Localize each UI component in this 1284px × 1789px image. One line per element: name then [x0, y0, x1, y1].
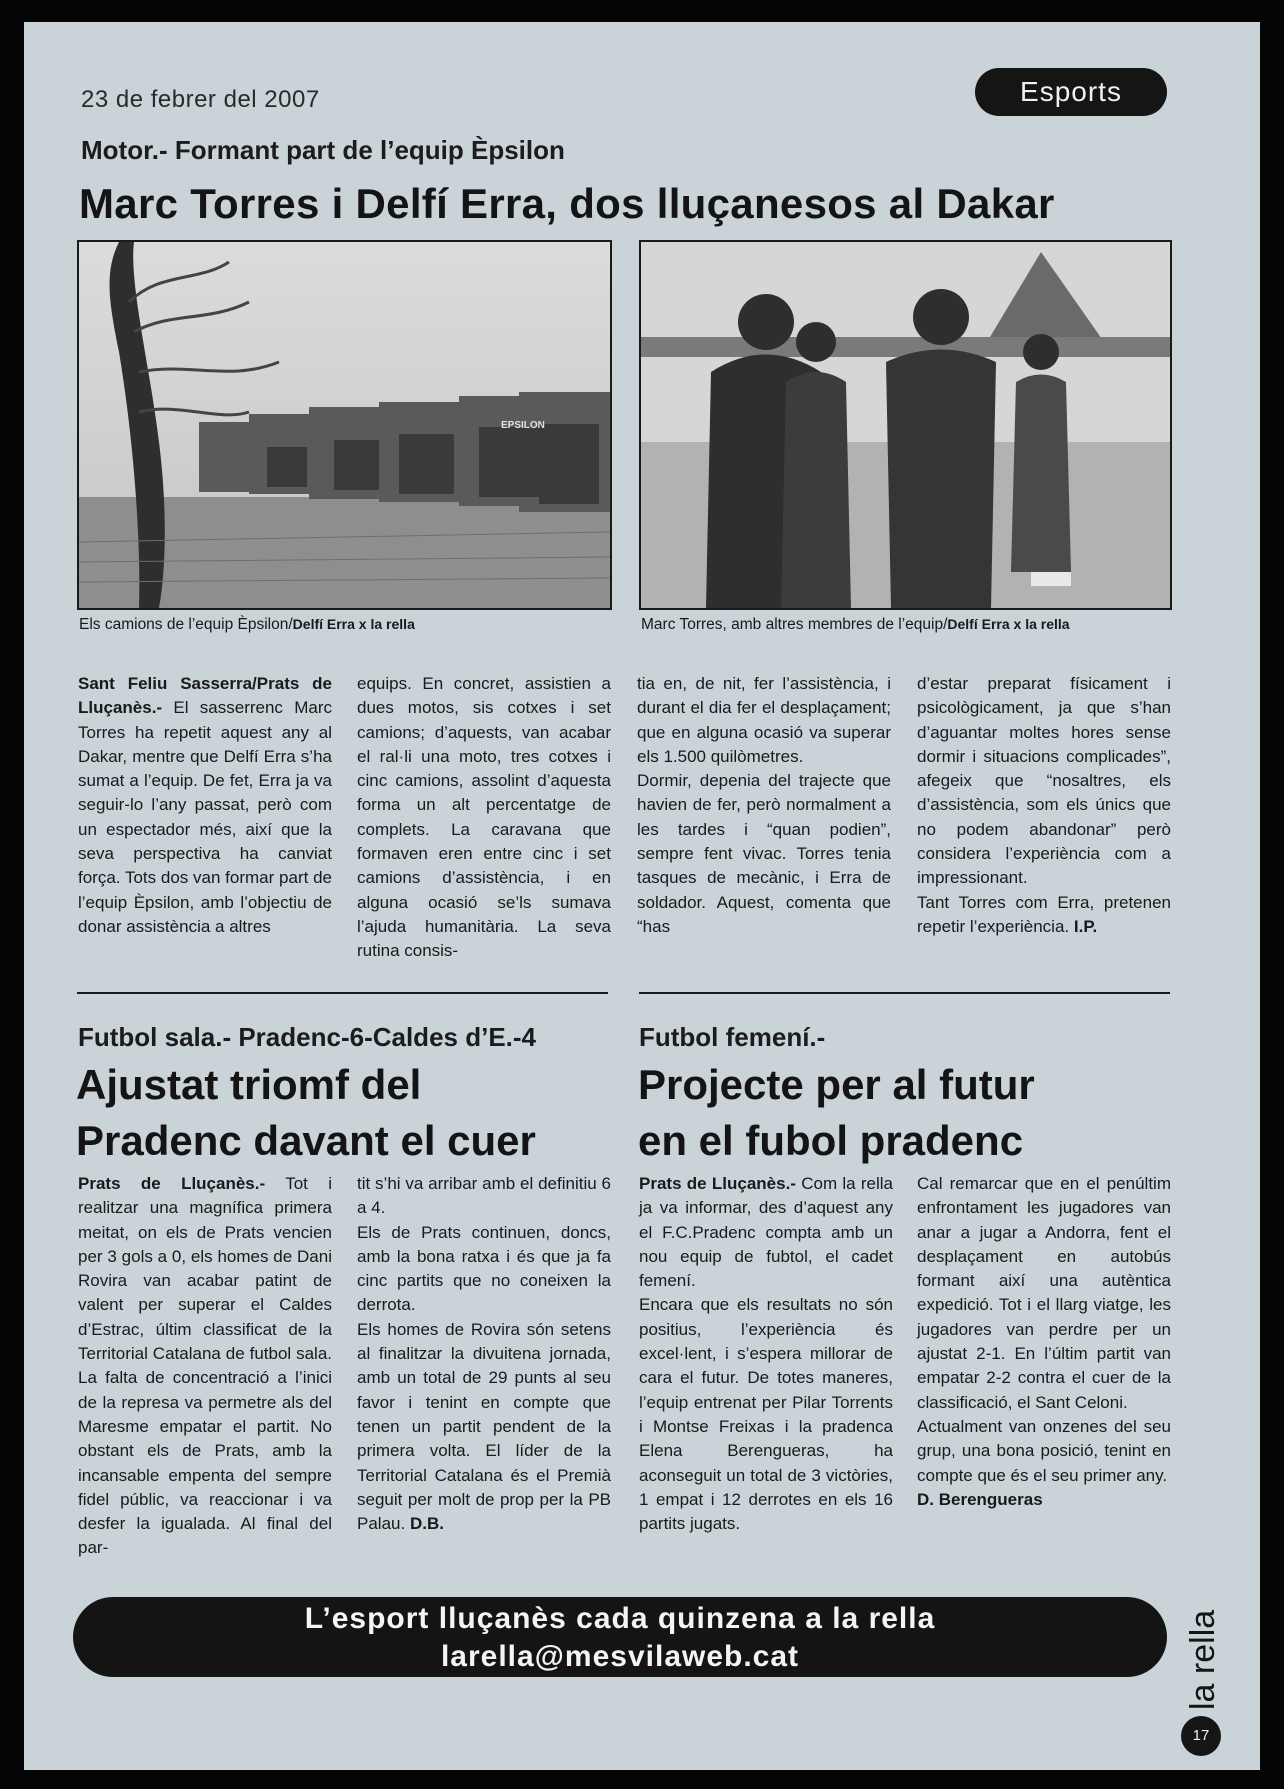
article1-column-1: Sant Feliu Sasserra/Prats de Lluçanès.- El sasserrenc Marc Torres ha repetit aquest any al Dakar, mentre que Delfí Erra s’ha sumat a l’equip. De fet, Erra ja va seguir-lo l’any passat, però com un espectador més, així que la seva perspectiva ha canviat força. Tots dos van formar part de l’equip Èpsilon, amb l’objectiu de donar assistència a altres [78, 674, 332, 936]
banner-email[interactable]: larella@mesvilaweb.cat [440, 1640, 800, 1673]
article2-headline: Ajustat triomf del Pradenc davant el cuer [76, 1061, 536, 1164]
photo2-caption: Marc Torres, amb altres membres de l’equip/Delfí Erra x la rella [641, 616, 1070, 633]
section-badge: Esports [975, 68, 1167, 116]
article1-kicker: Motor.- Formant part de l’equip Èpsilon [81, 135, 565, 165]
article3-headline: Projecte per al futur en el fubol pradenc [638, 1061, 1035, 1164]
issue-date: 23 de febrer del 2007 [81, 86, 320, 113]
article2-column-2: tit s’hi va arribar amb el definitiu 6 a 4. Els de Prats continuen, doncs, amb la bona ratxa i és que ja fa cinc partits que no coneixen la derrota. Els homes de Rovira són setens al finalitzar la divuitena jornada, amb un total de 29 punts al seu favor i tenint en compte que tenen un partit pendent de la primera volta. El líder de la Territorial Catalana és el Premià seguit per molt de prop per la PB Palau. D.B. [357, 1174, 611, 1534]
banner-slogan: L’esport lluçanès cada quinzena a la rella [304, 1602, 936, 1635]
brand-logo [1178, 1582, 1228, 1732]
divider-left [77, 992, 608, 994]
article2-column-1: Prats de Lluçanès.- Tot i realitzar una magnífica primera meitat, on els de Prats vencien per 3 gols a 0, els homes de Dani Rovira van acabar patint de valent per superar el Caldes d’Estrac, últim classificat de la Territorial Catalana de futbol sala. La falta de concentració a l’inici de la represa va permetre als del Maresme empatar el partit. No obstant els de Prats, amb la incansable empenta del sempre fidel públic, va reaccionar i va desfer la igualada. Al final del par- [78, 1174, 333, 1558]
photo-trucks [77, 240, 612, 610]
divider-right [639, 992, 1170, 994]
page-number: 17 [1181, 1716, 1221, 1756]
article2-lead: Prats de Lluçanès.- [78, 1174, 266, 1193]
article3-lead: Prats de Lluçanès.- [639, 1174, 796, 1193]
truck-logo-text: EPSILON [501, 420, 545, 431]
photo-team-members [639, 240, 1172, 610]
article3-column-2: Cal remarcar que en el penúltim enfrontament les jugadores van anar a jugar a Andorra, fent el desplaçament en autobús formant així una autèntica expedició. Tot i el llarg viatge, les jugadores van perdre per un ajustat 2-1. En l’últim partit van empatar 2-2 contra el cuer de la classificació, el Sant Celoni. Actualment van onzenes del seu grup, una bona posició, tenint en compte que és el seu primer any. D. Berengueras [917, 1172, 1171, 1512]
article1-column-2: equips. En concret, assistien a dues motos, sis cotxes i set camions; d’aquests, van acabar el ral·li una moto, tres cotxes i cinc camions, assolint d’aquesta forma un alt percentatge de complets. La caravana que formaven eren entre cinc i set camions d’assistència, i en alguna ocasió se’ls sumava l’ajuda humanitària. La seva rutina consis- [357, 674, 611, 961]
newspaper-page [24, 22, 1260, 1770]
article1-lead: Sant Feliu Sasserra/Prats de Lluçanès.- [78, 674, 332, 718]
article3-signature: D. Berengueras [917, 1489, 1043, 1509]
article2-kicker: Futbol sala.- Pradenc-6-Caldes d’E.-4 [78, 1022, 536, 1052]
article1-column-3: tia en, de nit, fer l’assistència, i durant el dia fer el desplaçament; que en alguna ocasió va superar els 1.500 quilòmetres. Dormir, depenia del trajecte que havien de fer, però normalment a les tardes i “quan podien”, sempre fent vivac. Torres tenia tasques de mecànic, i Erra de soldador. Aquest, comenta que “has [637, 674, 891, 936]
promo-banner [73, 1597, 1167, 1677]
brand-text: la rella [1184, 1609, 1222, 1710]
article3-kicker: Futbol femení.- [639, 1022, 826, 1052]
photo1-credit: Delfí Erra x la rella [292, 616, 415, 632]
article3-column-1: Prats de Lluçanès.- Com la rella ja va informar, des d’aquest any el F.C.Pradenc compta amb un nou equip de fubtol, el cadet femení. Encara que els resultats no són positius, l’experiència és excel·lent, i s’espera millorar de cara el futur. De totes maneres, l’equip entrenat per Pilar Torrents i Montse Freixas i la pradenca Elena Berengueras, ha aconseguit un total de 3 victòries, 1 empat i 12 derrotes en els 16 partits jugats. [639, 1174, 893, 1534]
team-image [641, 242, 1170, 608]
article2-signature: D.B. [409, 1514, 444, 1534]
article1-headline: Marc Torres i Delfí Erra, dos lluçanesos al Dakar [79, 180, 1055, 227]
photo1-caption: Els camions de l’equip Èpsilon/Delfí Erra x la rella [79, 616, 415, 633]
article1-signature: I.P. [1073, 916, 1098, 936]
article1-column-4: d’estar preparat físicament i psicològicament, ja que s’han d’aguantar moltes hores sense dormir i situacions complicades”, afegeix que “nosaltres, els d’assistència, som els únics que no podem abandonar” però considera l’experiència com a impressionant. Tant Torres com Erra, pretenen repetir l’experiència. I.P. [917, 674, 1171, 936]
photo2-credit: Delfí Erra x la rella [947, 616, 1070, 632]
trucks-image [79, 242, 610, 608]
